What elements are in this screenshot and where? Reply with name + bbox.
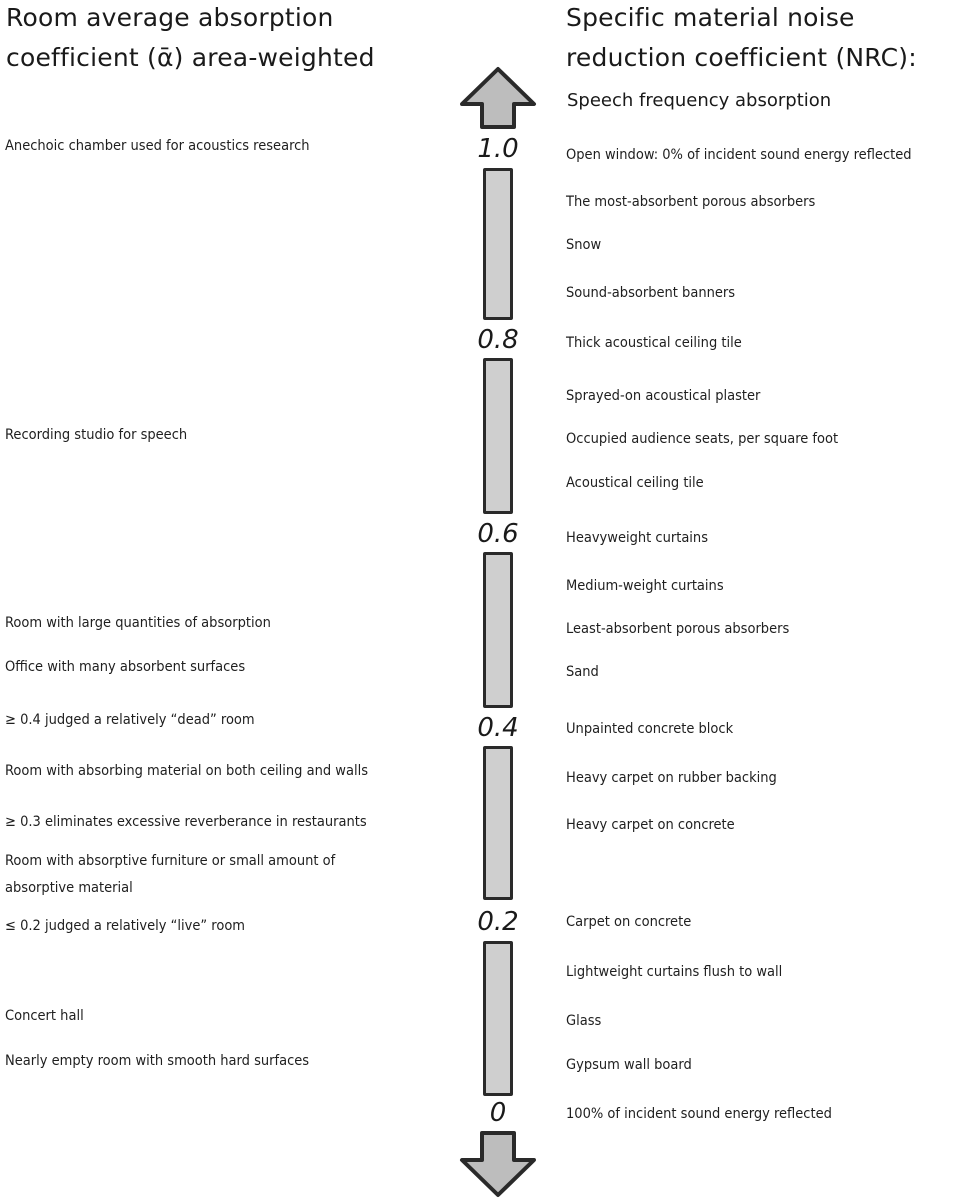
scale-bar-segment-1 <box>483 168 513 320</box>
material-label: Heavy carpet on concrete <box>566 817 735 833</box>
scale-tick-0: 0 <box>489 1098 507 1128</box>
right-column-subheading: Speech frequency absorption <box>567 90 832 111</box>
material-label: The most-absorbent porous absorbers <box>566 194 816 210</box>
material-label: Gypsum wall board <box>566 1057 692 1073</box>
scale-tick-0-6: 0.6 <box>477 519 519 549</box>
material-label: Occupied audience seats, per square foot <box>566 431 839 447</box>
material-label: 100% of incident sound energy reflected <box>566 1106 832 1122</box>
material-label: Sound-absorbent banners <box>566 285 736 301</box>
material-label: Least-absorbent porous absorbers <box>566 621 790 637</box>
material-label: Heavy carpet on rubber backing <box>566 770 777 786</box>
arrow-down-icon <box>458 1130 538 1198</box>
room-label: Nearly empty room with smooth hard surfaces <box>5 1053 310 1069</box>
material-label: Carpet on concrete <box>566 914 692 930</box>
material-label: Thick acoustical ceiling tile <box>566 335 742 351</box>
scale-bar-segment-5 <box>483 941 513 1096</box>
room-label: Room with absorbing material on both ceiling and walls <box>5 763 368 779</box>
scale-tick-0-8: 0.8 <box>477 325 519 355</box>
room-label: Concert hall <box>5 1008 84 1024</box>
material-label: Snow <box>566 237 602 253</box>
scale-bar-segment-2 <box>483 358 513 514</box>
room-label: Anechoic chamber used for acoustics research <box>5 138 310 154</box>
left-column-heading <box>6 0 375 78</box>
material-label: Sprayed-on acoustical plaster <box>566 388 761 404</box>
left-heading-line-2: coefficient (ᾱ) area-weighted <box>6 43 375 72</box>
room-label: Room with absorptive furniture or small amount of <box>5 853 336 869</box>
material-label: Heavyweight curtains <box>566 530 708 546</box>
left-heading-line-1: Room average absorption <box>6 3 334 32</box>
scale-bar-segment-3 <box>483 552 513 708</box>
right-heading-line-2: reduction coefficient (NRC): <box>566 43 917 72</box>
material-label: Sand <box>566 664 599 680</box>
arrow-up-icon <box>458 66 538 130</box>
scale-tick-1-0: 1.0 <box>477 134 519 164</box>
scale-tick-0-4: 0.4 <box>477 713 519 743</box>
material-label: Acoustical ceiling tile <box>566 475 704 491</box>
material-label: Open window: 0% of incident sound energy reflected <box>566 147 912 163</box>
right-column-heading <box>566 0 917 78</box>
room-label: ≥ 0.3 eliminates excessive reverberance in restaurants <box>5 814 367 830</box>
scale-tick-0-2: 0.2 <box>477 907 519 937</box>
material-label: Medium-weight curtains <box>566 578 724 594</box>
room-label: absorptive material <box>5 880 133 896</box>
material-label: Lightweight curtains flush to wall <box>566 964 783 980</box>
room-label: ≤ 0.2 judged a relatively “live” room <box>5 918 246 934</box>
room-label: ≥ 0.4 judged a relatively “dead” room <box>5 712 255 728</box>
material-label: Glass <box>566 1013 602 1029</box>
material-label: Unpainted concrete block <box>566 721 734 737</box>
room-label: Room with large quantities of absorption <box>5 615 271 631</box>
right-heading-line-1: Specific material noise <box>566 3 855 32</box>
room-label: Office with many absorbent surfaces <box>5 659 246 675</box>
room-label: Recording studio for speech <box>5 427 188 443</box>
scale-bar-segment-4 <box>483 746 513 900</box>
